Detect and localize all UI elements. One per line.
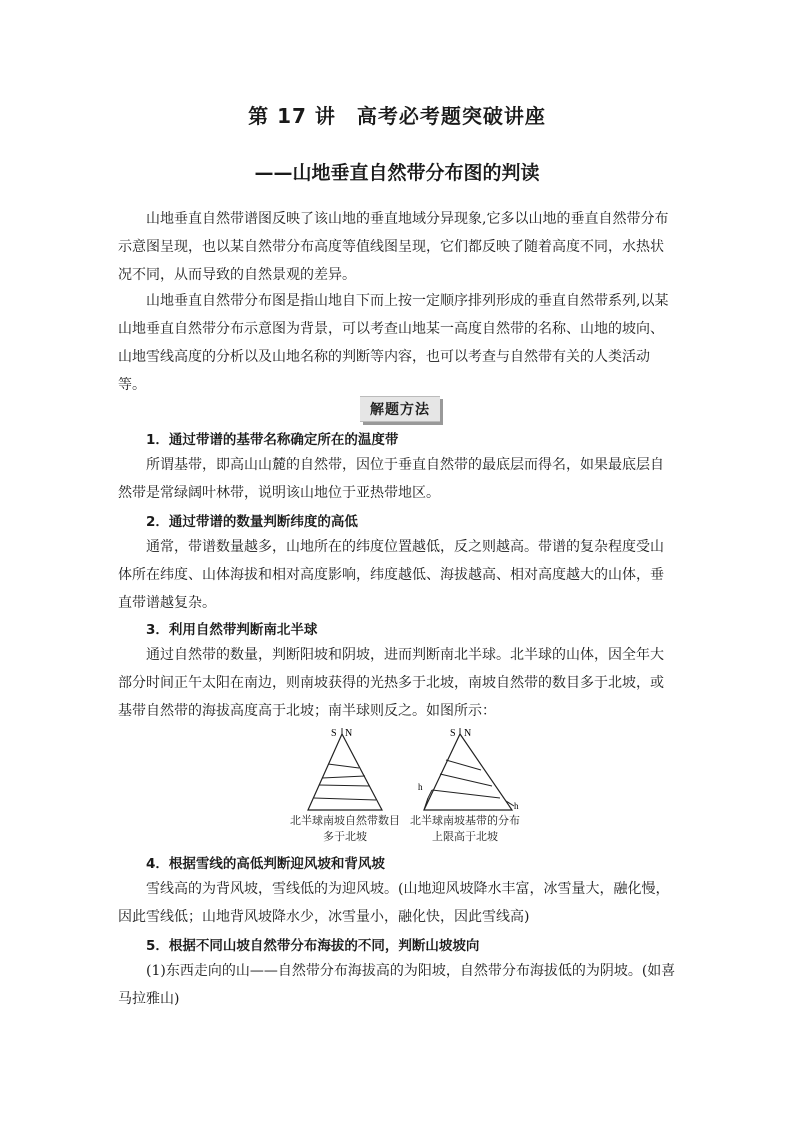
label-n-left: N (345, 728, 353, 739)
section-text-3: 通过自然带的数量，判断阳坡和阴坡，进而判断南北半球。北半球的山体，因全年大部分时间正午太阳在南边，则南坡获得的光热多于北坡，南坡自然带的数目多于北坡，或基带自然带的海拔高度高于北坡；南半球则反之。如图所示： (118, 647, 664, 719)
section-heading-2: 2．通过带谱的数量判断纬度的高低 (146, 514, 358, 530)
figure-right-caption: 北半球南坡基带的分布上限高于北坡 (410, 814, 520, 843)
section-text-1: 所谓基带，即高山山麓的自然带，因位于垂直自然带的最底层而得名，如果最底层自然带是常绿阔叶林带，说明该山地位于亚热带地区。 (118, 457, 664, 501)
figure-left-caption: 北半球南坡自然带数目多于北坡 (290, 814, 400, 843)
section-text-2: 通常，带谱数量越多，山地所在的纬度位置越低，反之则越高。带谱的复杂程度受山体所在纬度、山体海拔和相对高度影响，纬度越低、海拔越高、相对高度越大的山体，垂直带谱越复杂。 (118, 539, 664, 611)
section-heading-3: 3．利用自然带判断南北半球 (146, 622, 318, 638)
figure-right (414, 728, 524, 818)
mountain-diagram-right (414, 728, 524, 818)
page-title: 第 17 讲 高考必考题突破讲座 (248, 104, 546, 128)
figure-left (300, 728, 390, 818)
mountain-diagram-left (300, 728, 390, 818)
page-subtitle: ——山地垂直自然带分布图的判读 (254, 162, 540, 184)
method-badge: 解题方法 (360, 396, 440, 422)
intro-paragraph-1: 山地垂直自然带谱图反映了该山地的垂直地域分异现象,它多以山地的垂直自然带分布示意图呈现，也以某自然带分布高度等值线图呈现，它们都反映了随着高度不同，水热状况不同，从而导致的自然景观的差异。 (118, 211, 669, 283)
section-text-4: 雪线高的为背风坡，雪线低的为迎风坡。(山地迎风坡降水丰富，冰雪量大，融化慢，因此雪线低；山地背风坡降水少，冰雪量小，融化快，因此雪线高) (118, 881, 670, 925)
label-h-right: h (514, 801, 519, 811)
section-heading-4: 4．根据雪线的高低判断迎风坡和背风坡 (146, 856, 385, 872)
section-heading-1: 1．通过带谱的基带名称确定所在的温度带 (146, 432, 399, 448)
label-h-left: h (418, 782, 423, 792)
intro-paragraph-2: 山地垂直自然带分布图是指山地自下而上按一定顺序排列形成的垂直自然带系列,以某山地垂直自然带分布示意图为背景，可以考查山地某一高度自然带的名称、山地的坡向、山地雪线高度的分析以及山地名称的判断等内容，也可以考查与自然带有关的人类活动等。 (118, 293, 669, 393)
section-text-5: (1)东西走向的山——自然带分布海拔高的为阳坡，自然带分布海拔低的为阴坡。(如喜马拉雅山) (118, 963, 676, 1007)
method-badge-container (360, 396, 440, 422)
label-s-left: S (331, 728, 337, 739)
section-heading-5: 5．根据不同山坡自然带分布海拔的不同，判断山坡坡向 (146, 938, 480, 954)
label-n-right: N (464, 728, 472, 739)
label-s-right: S (450, 728, 456, 739)
